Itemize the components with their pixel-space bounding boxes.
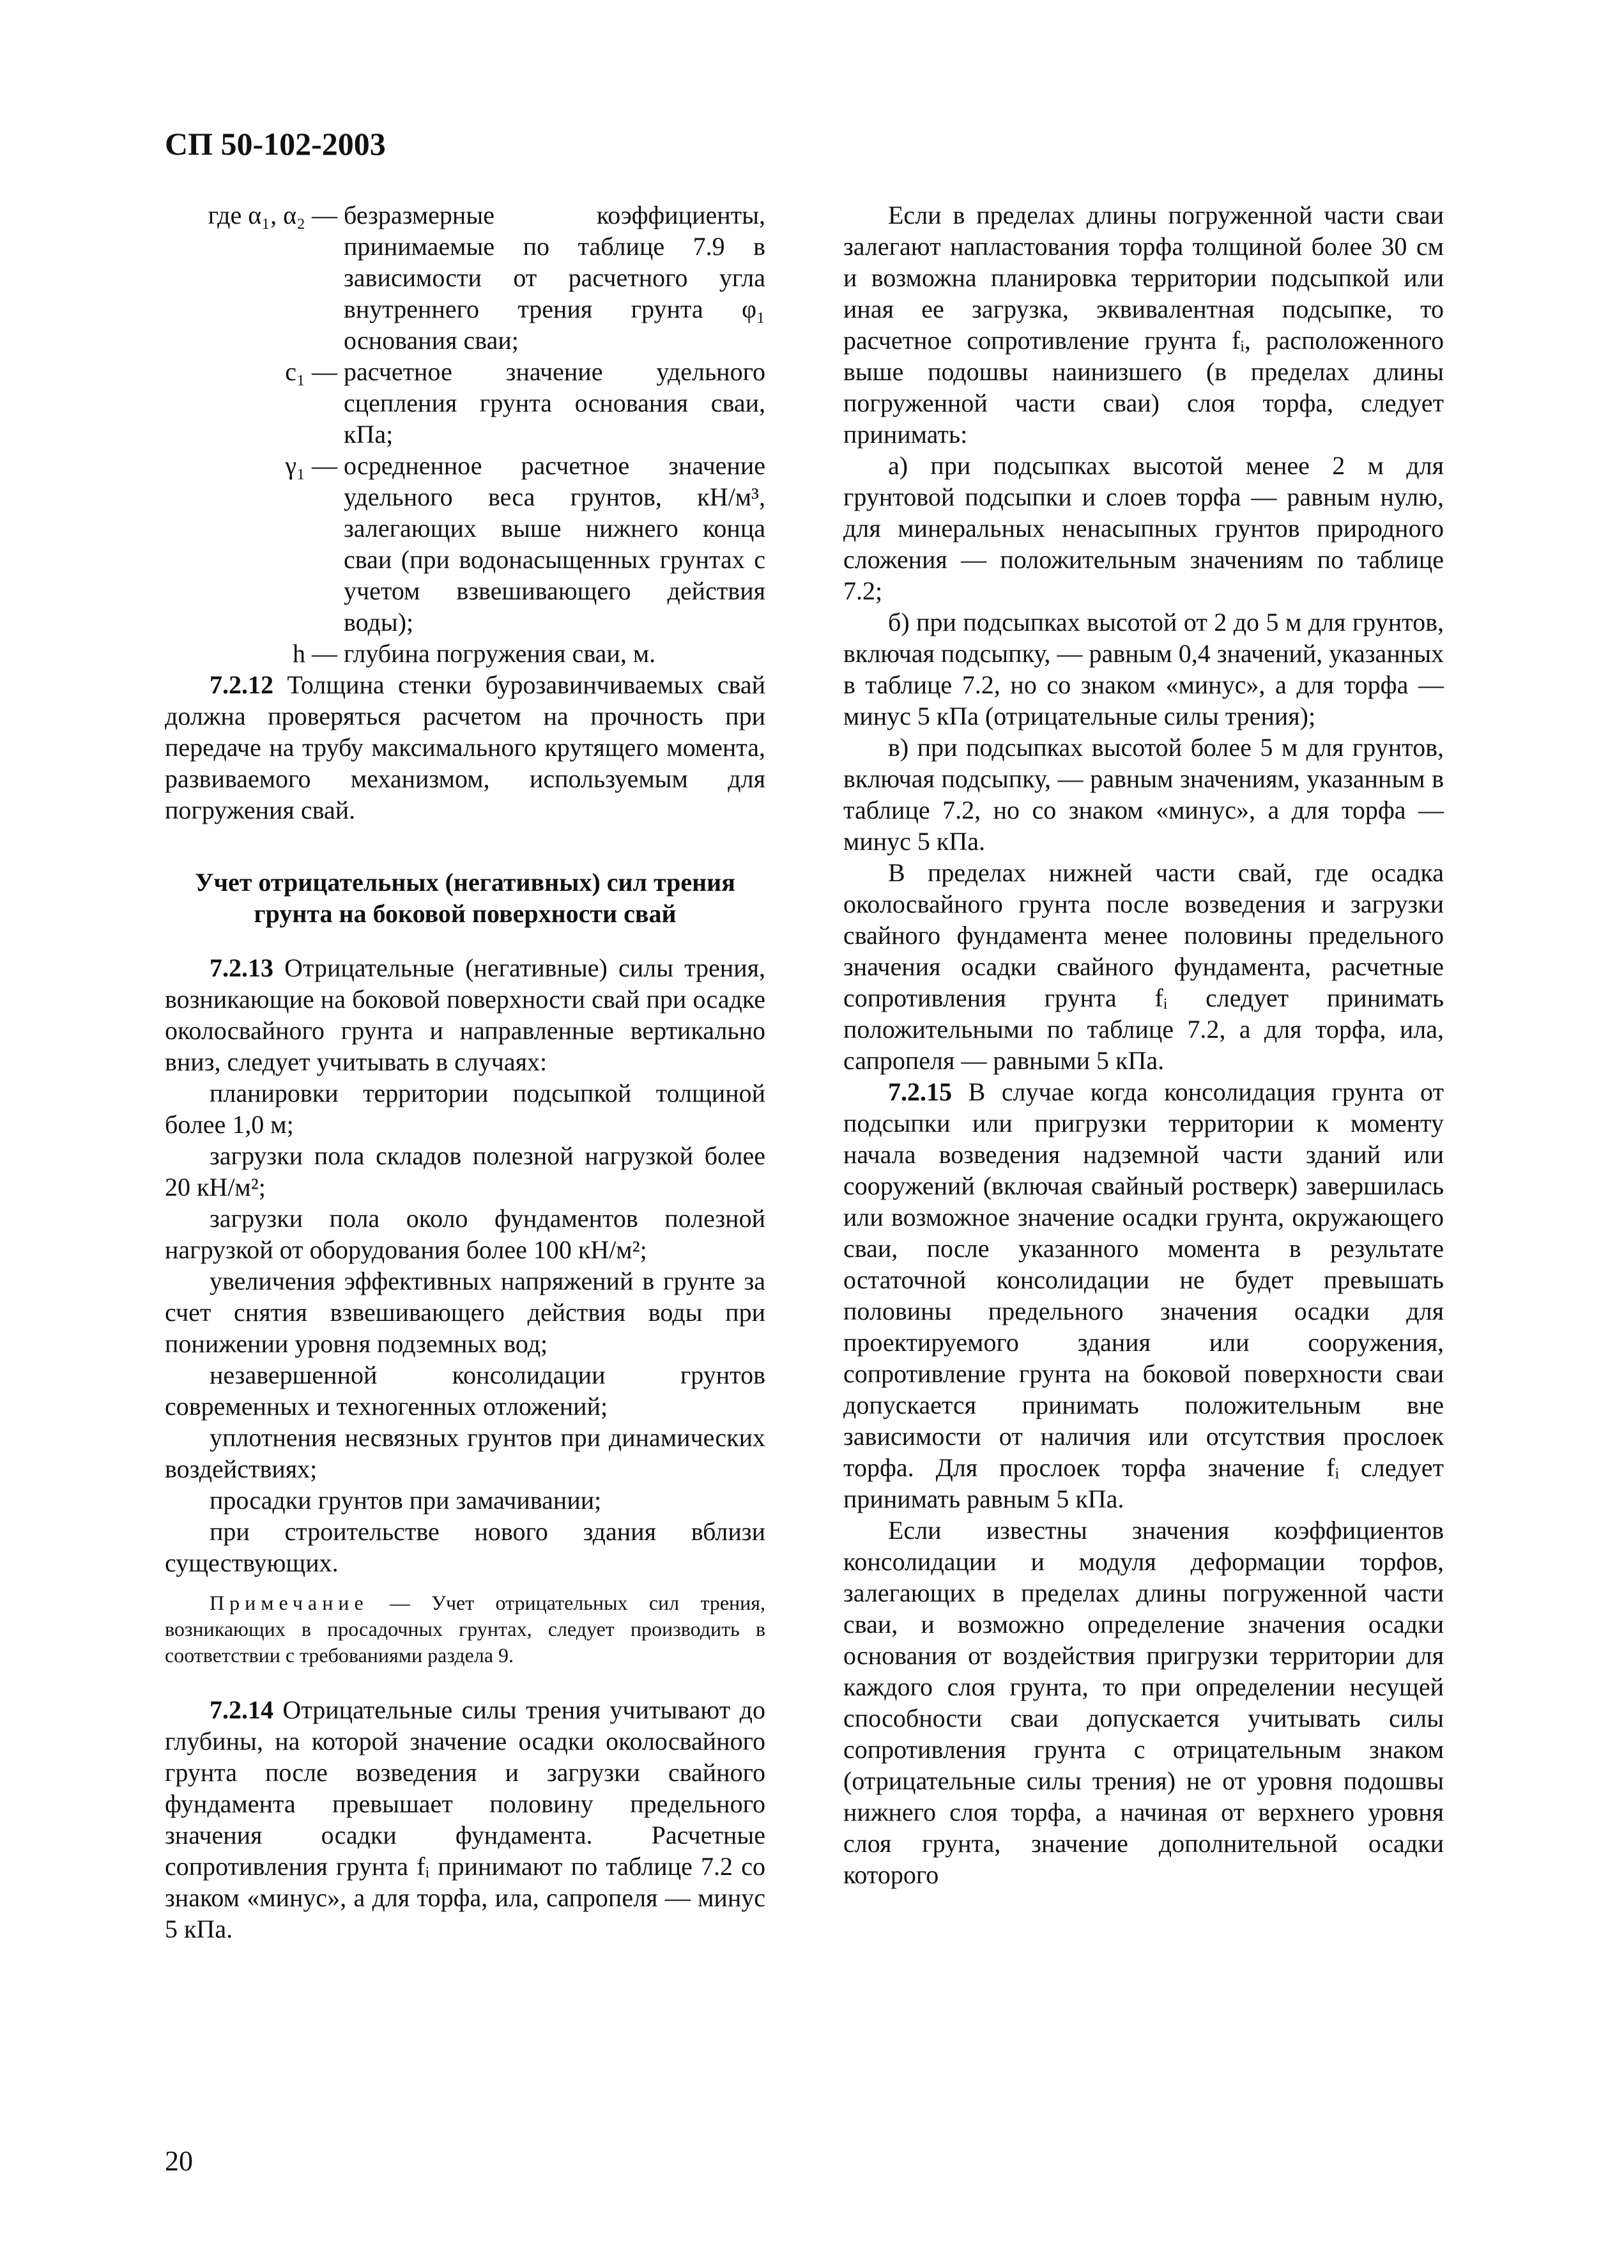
note	[165, 1590, 765, 1669]
page-number: 20	[165, 2145, 193, 2177]
note-text: — Учет отрицательных сил трения, возникающих в просадочных грунтах, следует производить в соответствии с требованиями раздела 9.	[165, 1591, 766, 1667]
case-item: при строительстве нового здания вблизи существующих.	[165, 1517, 765, 1577]
clause-7-2-12	[165, 669, 765, 826]
definition-c1	[165, 356, 765, 450]
case-item: загрузки пола около фундаментов полезной нагрузкой от оборудования более 100 кН/м²;	[165, 1204, 765, 1264]
paragraph-lower-part: В пределах нижней части свай, где осадка околосвайного грунта после возведения и загрузки свайного фундамента менее половины предельного значения осадки свайного фундамента, расчетные сопротивления грунта fᵢ следует принимать положительными по таблице 7.2, а для торфа, ила, сапропеля — равными 5 кПа.	[843, 858, 1444, 1075]
case-item: увеличения эффективных напряжений в грунте за счет снятия взвешивающего действия воды при понижении уровня подземных вод;	[165, 1267, 765, 1358]
definition-gamma1	[165, 450, 765, 638]
list-item-c: в) при подсыпках высотой более 5 м для грунтов, включая подсыпку, — равным значениям, указанным в таблице 7.2, но со знаком «минус», а для торфа — минус 5 кПа.	[843, 733, 1444, 856]
clause-text: В случае когда консолидация грунта от подсыпки или пригрузки территории к моменту начала возведения надземной части зданий или сооружений (включая свайный ростверк) завершилась или возможное значение осадки грунта, окружающего сваи, после указанного момента в результате остаточной консолидации не будет превышать половины предельного значения осадки для проектируемого здания или сооружения, сопротивление грунта на боковой поверхности сваи допускается принимать положительным вне зависимости от наличия или отсутствия прослоек торфа. Для прослоек торфа значение fᵢ следует принимать равным 5 кПа.	[843, 1077, 1444, 1513]
clause-text: Толщина стенки бурозавинчиваемых свай должна проверяться расчетом на прочность при передаче на трубу максимального крутящего момента, развиваемого механизмом, используемым для погружения свай.	[165, 670, 765, 824]
definition-text: расчетное значение удельного сцепления грунта основания сваи, кПа;	[344, 357, 765, 449]
definition-h	[165, 638, 765, 669]
clause-text: Отрицательные (негативные) силы трения, возникающие на боковой поверхности свай при осадке околосвайного грунта и направленные вертикально вниз, следует учитывать в случаях:	[165, 953, 765, 1076]
right-column	[843, 199, 1444, 1890]
clause-number: 7.2.14	[210, 1695, 273, 1724]
left-column	[165, 199, 765, 1945]
clause-7-2-13	[165, 952, 765, 1077]
definition-text: осредненное расчетное значение удельного веса грунтов, кН/м³, залегающих выше нижнего конца сваи (при водонасыщенных грунтах с учетом взвешивающего действия воды);	[344, 451, 765, 636]
definition-symbol: γ₁ —	[285, 451, 337, 480]
case-item: планировки территории подсыпкой толщиной более 1,0 м;	[165, 1079, 765, 1139]
paragraph-peat-layers: Если в пределах длины погруженной части сваи залегают напластования торфа толщиной более 30 см и возможна планировка территории подсыпкой или иная ее загрузка, эквивалентная подсыпке, то расчетное сопротивление грунта fᵢ, расположенного выше подошвы наинизшего (в пределах длины погруженной части сваи) слоя торфа, следует принимать:	[843, 201, 1444, 449]
case-item: незавершенной консолидации грунтов современных и техногенных отложений;	[165, 1361, 765, 1421]
case-item: загрузки пола складов полезной нагрузкой более 20 кН/м²;	[165, 1141, 765, 1201]
clause-number: 7.2.13	[210, 953, 273, 982]
case-item: уплотнения несвязных грунтов при динамических воздействиях;	[165, 1423, 765, 1483]
clause-number: 7.2.15	[888, 1077, 952, 1106]
definition-symbol: где α₁, α₂ —	[208, 201, 337, 229]
clause-7-2-15	[843, 1076, 1444, 1515]
note-label: Примечание	[210, 1591, 369, 1614]
definition-text: безразмерные коэффициенты, принимаемые по таблице 7.9 в зависимости от расчетного угла внутреннего трения грунта φ₁ основания сваи;	[344, 201, 765, 355]
definition-symbol: h —	[293, 639, 337, 668]
clause-number: 7.2.12	[210, 670, 273, 699]
case-item: просадки грунтов при замачивании;	[210, 1486, 602, 1515]
definition-symbol: c₁ —	[285, 357, 337, 386]
definition-text: глубина погружения сваи, м.	[344, 639, 656, 668]
section-heading: Учет отрицательных (негативных) сил трения грунта на боковой поверхности свай	[195, 868, 735, 928]
clause-text: Отрицательные силы трения учитывают до глубины, на которой значение осадки околосвайного грунта после возведения и загрузки свайного фундамента превышает половину предельного значения осадки фундамента. Расчетные сопротивления грунта fᵢ принимают по таблице 7.2 со знаком «минус», а для торфа, ила, сапропеля — минус 5 кПа.	[165, 1695, 765, 1943]
clause-7-2-14	[165, 1694, 765, 1945]
paragraph-consolidation: Если известны значения коэффициентов консолидации и модуля деформации торфов, залегающих в пределах длины погруженной части сваи, и возможно определение значения осадки основания от воздействия пригрузки территории для каждого слоя грунта, то при определении несущей способности сваи допускается учитывать силы сопротивления грунта с отрицательным знаком (отрицательные силы трения) не от уровня подошвы нижнего слоя торфа, а начиная от верхнего уровня слоя грунта, значение дополнительной осадки которого	[843, 1516, 1444, 1889]
list-item-b: б) при подсыпках высотой от 2 до 5 м для грунтов, включая подсыпку, — равным 0,4 значений, указанных в таблице 7.2, но со знаком «минус», а для торфа — минус 5 кПа (отрицательные силы трения);	[843, 608, 1444, 730]
list-item-a: а) при подсыпках высотой менее 2 м для грунтовой подсыпки и слоев торфа — равным нулю, для минеральных ненасыпных грунтов природного сложения — положительным значениям по таблице 7.2;	[843, 451, 1444, 605]
definition-alpha	[165, 199, 765, 356]
document-code-header: СП 50-102-2003	[165, 126, 386, 162]
